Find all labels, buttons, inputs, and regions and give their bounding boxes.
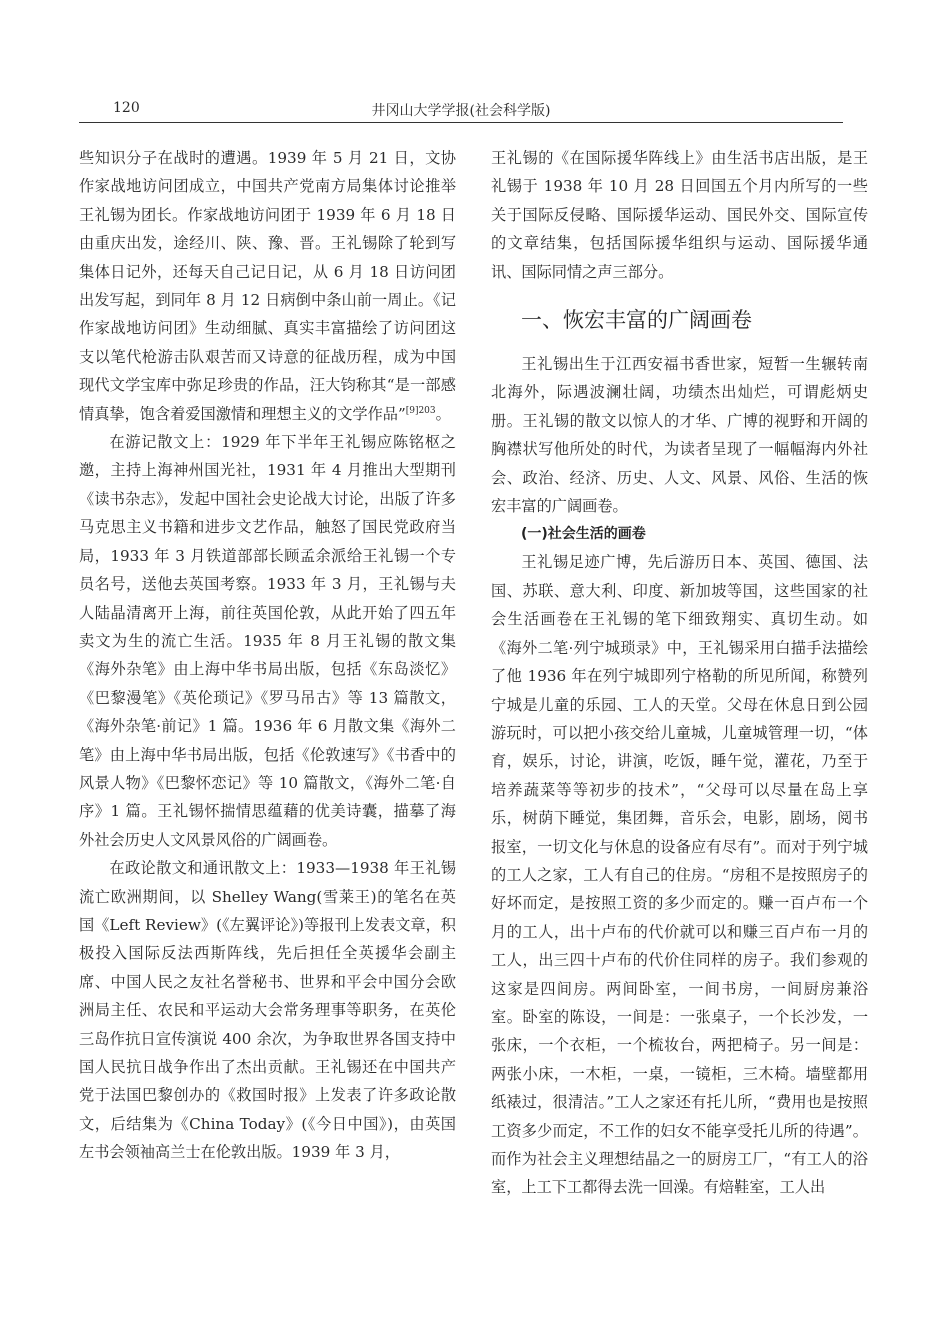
paragraph: 王礼锡出生于江西安福书香世家，短暂一生辗转南北海外，际遇波澜壮阔，功绩杰出灿烂，可谓彪炳史册。王礼锡的散文以惊人的才华、广博的视野和开阔的胸襟状写他所处的时代，为读者呈现了一幅幅海内外社会、政治、经济、历史、人文、风景、风俗、生活的恢宏丰富的广阔画卷。 <box>491 355 868 516</box>
left-column <box>79 144 456 1167</box>
right-column <box>491 144 868 1202</box>
paragraph: 在游记散文上：1929 年下半年王礼锡应陈铭枢之邀，主持上海神州国光社，1931 年 4 月推出大型期刊《读书杂志》，发起中国社会史论战大讨论，出版了许多马克思主义书籍和进步文艺作品，触怒了国民党政府当局，1933 年 3 月铁道部部长顾孟余派给王礼锡一个专员名号，送他去英国考察。1933 年 3 月，王礼锡与夫人陆晶清离开上海，前往英国伦敦，从此开始了四五年卖文为生的流亡生活。1935 年 8 月王礼锡的散文集《海外杂笔》由上海中华书局出版，包括《东岛淡忆》《巴黎漫笔》《英伦琐记》《罗马吊古》等 13 篇散文，《海外杂笔·前记》1 篇。1936 年 6 月散文集《海外二笔》由上海中华书局出版，包括《伦敦速写》《书香中的风景人物》《巴黎怀恋记》等 10 篇散文，《海外二笔·自序》1 篇。王礼锡怀揣情思蕴藉的优美诗囊，描摹了海外社会历史人文风景风俗的广阔画卷。 <box>79 433 456 849</box>
page-number: 120 <box>113 100 140 116</box>
running-header <box>79 98 843 123</box>
section-heading: 一、恢宏丰富的广阔画卷 <box>521 308 752 333</box>
paragraph: 王礼锡的《在国际援华阵线上》由生活书店出版，是王礼锡于 1938 年 10 月 28 日回国五个月内所写的一些关于国际反侵略、国际援华运动、国民外交、国际宣传的文章结集，包括国际援华组织与运动、国际援华通讯、国际同情之声三部分。 <box>491 149 868 281</box>
paragraph: 在政论散文和通讯散文上：1933—1938 年王礼锡流亡欧洲期间，以 Shelley Wang(雪莱王)的笔名在英国《Left Review》(《左翼评论》)等报刊上发表文章，积极投入国际反法西斯阵线，先后担任全英援华会副主席、中国人民之友社名誉秘书、世界和平会中国分会欧洲局主任、农民和平运动大会常务理事等职务，在英伦三岛作抗日宣传演说 400 余次，为争取世界各国支持中国人民抗日战争作出了杰出贡献。王礼锡还在中国共产党于法国巴黎创办的《救国时报》上发表了许多政论散文，后结集为《China Today》(《今日中国》)，由英国左书会领袖高兰士在伦敦出版。1939 年 3 月， <box>79 859 456 1162</box>
paragraph <box>79 144 456 428</box>
journal-title: 井冈山大学学报(社会科学版) <box>371 103 551 119</box>
paragraph-text: 些知识分子在战时的遭遇。1939 年 5 月 21 日，文协作家战地访问团成立，中国共产党南方局集体讨论推举王礼锡为团长。作家战地访问团于 1939 年 6 月 18 日由重庆出发，途经川、陕、豫、晋。王礼锡除了轮到写集体日记外，还每天自己记日记，从 6 月 18 日访问团出发写起，到同年 8 月 12 日病倒中条山前一周止。《记作家战地访问团》生动细腻、真实丰富描绘了访问团这支以笔代枪游击队艰苦而又诗意的征战历程，成为中国现代文学宝库中弥足珍贵的作品，汪大钧称其“是一部感情真挚，饱含着爱国激情和理想主义的文学作品” <box>79 149 456 423</box>
paragraph: 王礼锡足迹广博，先后游历日本、英国、德国、法国、苏联、意大利、印度、新加坡等国，这些国家的社会生活画卷在王礼锡的笔下细致翔实、真切生动。如《海外二笔·列宁城琐录》中，王礼锡采用白描手法描绘了他 1936 年在列宁城即列宁格勒的所见所闻，称赞列宁城是儿童的乐园、工人的天堂。父母在休息日到公园游玩时，可以把小孩交给儿童城，儿童城管理一切，“体育，娱乐，讨论，讲演，吃饭，睡午觉，灌花，乃至于培养蔬菜等等初步的技术”，“父母可以尽量在岛上享乐，树荫下睡觉，集团舞，音乐会，电影，剧场，阅书报室，一切文化与休息的设备应有尽有”。而对于列宁城的工人之家，工人有自己的住房。“房租不是按照房子的好坏而定，是按照工资的多少而定的。赚一百卢布一个月的工人，出十卢布的代价就可以和赚三百卢布一月的工人，出三四十卢布的代价住同样的房子。我们参观的这家是四间房。两间卧室，一间书房，一间厨房兼浴室。卧室的陈设，一间是：一张桌子，一个长沙发，一张床，一个衣柜，一个梳妆台，两把椅子。另一间是：两张小床，一木柜，一桌，一镜柜，三木椅。墙壁都用纸裱过，很清洁。”工人之家还有托儿所，“费用也是按照工资多少而定，不工作的妇女不能享受托儿所的待遇”。而作为社会主义理想结晶之一的厨房工厂，“有工人的浴室，上工下工都得去洗一回澡。有焙鞋室，工人出 <box>491 553 868 1197</box>
citation: [9]203 <box>405 405 436 416</box>
subsection-heading: (一)社会生活的画卷 <box>521 526 646 543</box>
paragraph-end: 。 <box>435 404 451 423</box>
